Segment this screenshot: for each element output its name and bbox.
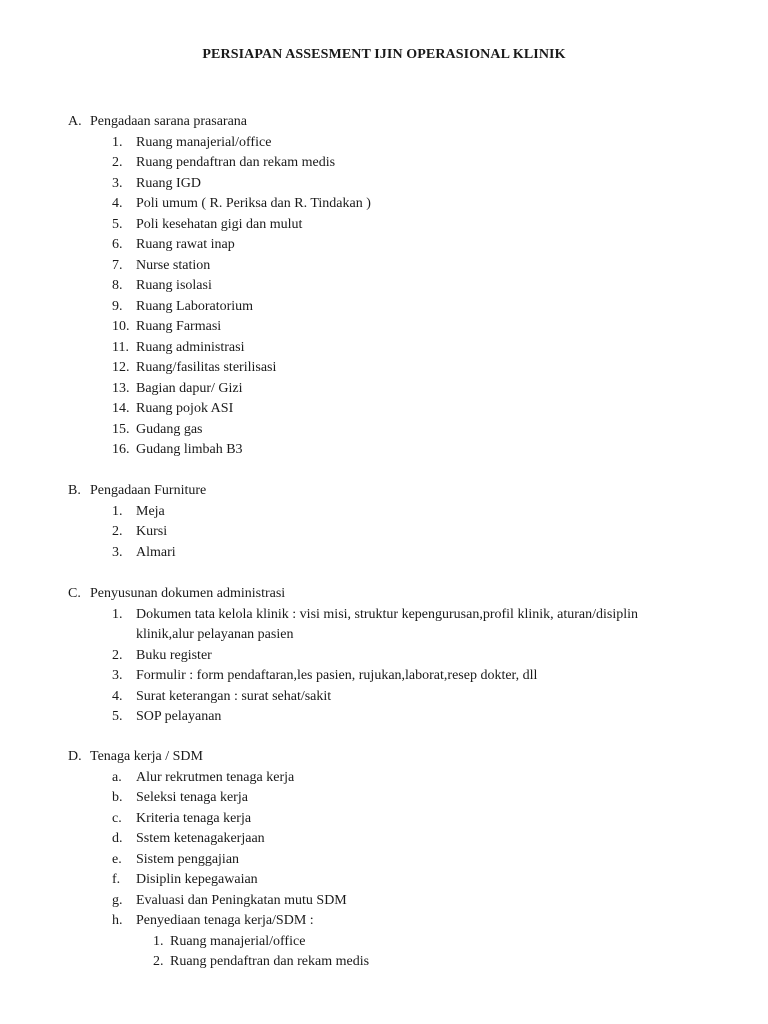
list-item-number: 14. (112, 401, 130, 416)
list-item-number: 1. (112, 606, 123, 622)
section-letter: C. (68, 586, 81, 601)
list-item-number: 16. (112, 442, 130, 457)
list-item (68, 829, 708, 850)
list-item (68, 440, 708, 461)
list-item-text: Poli kesehatan gigi dan mulut (136, 216, 303, 232)
section-d-sublist (68, 932, 708, 973)
list-item-number: 3. (112, 175, 123, 191)
list-item-text: Ruang rawat inap (136, 237, 235, 252)
list-item-text: Ruang manajerial/office (136, 134, 272, 150)
list-item-text: Surat keterangan : surat sehat/sakit (136, 688, 332, 704)
list-item-text: Ruang pojok ASI (136, 401, 234, 416)
list-item-number: 7. (112, 257, 123, 273)
list-item-text: Ruang Laboratorium (136, 298, 254, 314)
sub-list-item-number: 2. (153, 954, 164, 969)
section-heading-text: Pengadaan sarana prasarana (90, 114, 248, 129)
list-item-text: Almari (136, 544, 176, 560)
list-item-text: Formulir : form pendaftaran,les pasien, rujukan,laborat,resep dokter, dll (136, 668, 538, 683)
list-item-text: Dokumen tata kelola klinik : visi misi, struktur kepengurusan,profil klinik, aturan/disiplin klinik,alur pelayanan pasien (136, 606, 638, 642)
list-item-number: 4. (112, 196, 123, 211)
list-item-text: Ruang Farmasi (136, 319, 222, 334)
list-item (68, 788, 708, 809)
list-item-text: Disiplin kepegawaian (136, 872, 258, 887)
list-item (68, 870, 708, 891)
list-item-number: 3. (112, 544, 123, 560)
section-d (68, 747, 708, 973)
list-item-number: e. (112, 851, 122, 867)
section-heading (68, 112, 708, 133)
list-item-text: Nurse station (136, 257, 211, 273)
list-item-number: 9. (112, 298, 123, 314)
list-item (68, 235, 708, 256)
list-item-number: h. (112, 913, 123, 928)
list-item (68, 379, 708, 400)
list-item-number: 1. (112, 503, 123, 519)
list-item (68, 133, 708, 154)
section-b-list (68, 502, 708, 564)
list-item-number: f. (112, 872, 121, 887)
list-item-text: Seleksi tenaga kerja (136, 790, 248, 805)
list-item-number: 1. (112, 134, 123, 150)
list-item-text: Ruang pendaftran dan rekam medis (136, 155, 336, 170)
section-heading (68, 747, 708, 768)
list-item-number: b. (112, 790, 123, 805)
list-item (68, 687, 688, 708)
list-item (68, 317, 708, 338)
list-item-number: d. (112, 831, 123, 846)
section-c (68, 584, 708, 728)
sub-list-item-text: Ruang manajerial/office (170, 933, 306, 949)
sub-list-item (68, 952, 708, 973)
section-heading-text: Tenaga kerja / SDM (90, 749, 203, 764)
list-item-text: Ruang/fasilitas sterilisasi (136, 360, 277, 375)
list-item-text: Meja (136, 503, 165, 519)
sub-list-item-number: 1. (153, 933, 164, 949)
list-item (68, 338, 708, 359)
list-item-text: Sstem ketenagakerjaan (136, 831, 265, 846)
sub-list-item (68, 932, 708, 953)
list-item (68, 276, 708, 297)
list-item-text: Ruang IGD (136, 175, 201, 191)
list-item (68, 605, 688, 646)
list-item-text: Alur rekrutmen tenaga kerja (136, 769, 295, 785)
list-item-number: 5. (112, 709, 123, 724)
list-item (68, 911, 708, 932)
list-item-number: 6. (112, 237, 123, 252)
list-item-text: Kriteria tenaga kerja (136, 810, 252, 826)
list-item-number: a. (112, 769, 122, 785)
list-item-text: Evaluasi dan Peningkatan mutu SDM (136, 892, 347, 908)
list-item-number: 2. (112, 524, 123, 539)
list-item (68, 420, 708, 441)
section-a-list (68, 133, 708, 461)
document-title: PERSIAPAN ASSESMENT IJIN OPERASIONAL KLINIK (202, 47, 566, 62)
list-item-text: Gudang limbah B3 (136, 442, 243, 457)
list-item-number: 15. (112, 421, 130, 437)
list-item (68, 809, 708, 830)
list-item-text: Ruang isolasi (136, 278, 212, 293)
list-item-number: 8. (112, 278, 123, 293)
list-item (68, 256, 708, 277)
list-item (68, 297, 708, 318)
list-item-number: 13. (112, 380, 130, 396)
section-letter: B. (68, 483, 81, 498)
list-item (68, 543, 708, 564)
list-item-number: 3. (112, 668, 123, 683)
list-item-number: 4. (112, 688, 123, 704)
section-d-list (68, 768, 708, 932)
section-b (68, 481, 708, 563)
list-item-number: c. (112, 810, 122, 826)
section-heading (68, 584, 708, 605)
list-item-number: 11. (112, 339, 129, 355)
list-item (68, 707, 688, 728)
list-item-text: Ruang administrasi (136, 339, 245, 355)
list-item-text: Bagian dapur/ Gizi (136, 380, 243, 396)
list-item (68, 194, 708, 215)
list-item (68, 502, 708, 523)
list-item (68, 891, 708, 912)
section-a (68, 112, 708, 461)
section-letter: A. (68, 114, 82, 129)
list-item (68, 215, 708, 236)
list-item-text: Penyediaan tenaga kerja/SDM : (136, 913, 314, 928)
list-item-text: Kursi (136, 524, 168, 539)
list-item (68, 174, 708, 195)
list-item (68, 399, 708, 420)
list-item-number: g. (112, 892, 123, 908)
list-item-number: 5. (112, 216, 123, 232)
list-item-number: 12. (112, 360, 130, 375)
section-heading-text: Penyusunan dokumen administrasi (90, 586, 286, 601)
list-item-text: Poli umum ( R. Periksa dan R. Tindakan ) (136, 196, 371, 211)
section-heading-text: Pengadaan Furniture (90, 483, 207, 498)
list-item (68, 850, 708, 871)
section-heading (68, 481, 708, 502)
list-item-text: Buku register (136, 647, 212, 663)
section-c-list (68, 605, 688, 728)
list-item (68, 522, 708, 543)
list-item-number: 2. (112, 647, 123, 663)
list-item-text: SOP pelayanan (136, 709, 222, 724)
list-item-text: Gudang gas (136, 421, 203, 437)
list-item (68, 646, 688, 667)
list-item (68, 358, 708, 379)
list-item-number: 2. (112, 155, 123, 170)
list-item (68, 768, 708, 789)
list-item (68, 666, 688, 687)
section-letter: D. (68, 749, 82, 764)
sub-list-item-text: Ruang pendaftran dan rekam medis (170, 954, 370, 969)
list-item-text: Sistem penggajian (136, 851, 240, 867)
list-item (68, 153, 708, 174)
list-item-number: 10. (112, 319, 130, 334)
